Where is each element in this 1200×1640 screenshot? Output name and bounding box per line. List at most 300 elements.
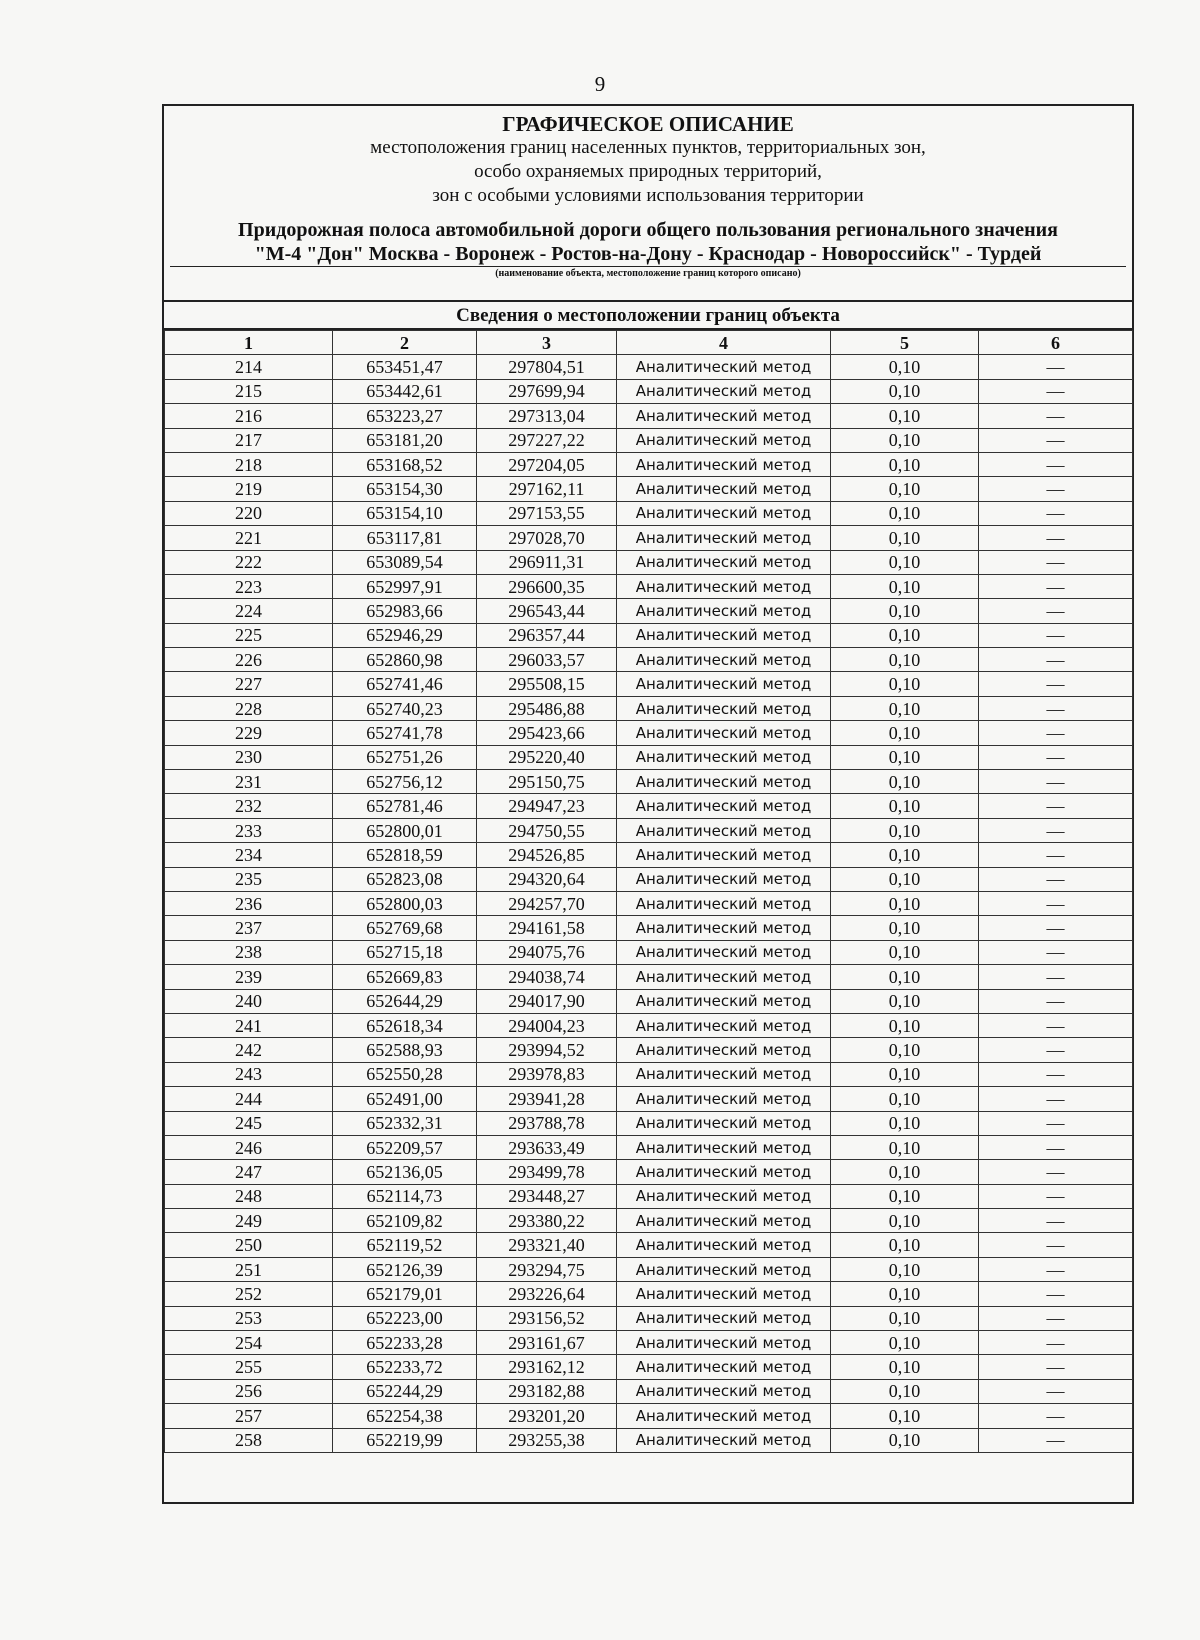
method-cell: Аналитический метод bbox=[617, 1233, 831, 1257]
y-coordinate-cell: 293788,78 bbox=[477, 1111, 617, 1135]
point-number-cell: 243 bbox=[165, 1062, 333, 1086]
x-coordinate-cell: 653451,47 bbox=[333, 355, 477, 379]
column-header-6: 6 bbox=[979, 331, 1133, 355]
table-row bbox=[165, 1135, 1133, 1159]
accuracy-cell: 0,10 bbox=[831, 428, 979, 452]
table-row bbox=[165, 672, 1133, 696]
y-coordinate-cell: 293978,83 bbox=[477, 1062, 617, 1086]
method-cell: Аналитический метод bbox=[617, 623, 831, 647]
x-coordinate-cell: 652209,57 bbox=[333, 1135, 477, 1159]
accuracy-cell: 0,10 bbox=[831, 477, 979, 501]
description-cell: — bbox=[979, 989, 1133, 1013]
table-row bbox=[165, 818, 1133, 842]
table-row bbox=[165, 940, 1133, 964]
point-number-cell: 255 bbox=[165, 1355, 333, 1379]
table-row bbox=[165, 404, 1133, 428]
method-cell: Аналитический метод bbox=[617, 989, 831, 1013]
y-coordinate-cell: 294004,23 bbox=[477, 1013, 617, 1037]
point-number-cell: 248 bbox=[165, 1184, 333, 1208]
accuracy-cell: 0,10 bbox=[831, 1111, 979, 1135]
table-row bbox=[165, 989, 1133, 1013]
method-cell: Аналитический метод bbox=[617, 648, 831, 672]
method-cell: Аналитический метод bbox=[617, 550, 831, 574]
method-cell: Аналитический метод bbox=[617, 404, 831, 428]
description-cell: — bbox=[979, 1160, 1133, 1184]
description-cell: — bbox=[979, 599, 1133, 623]
y-coordinate-cell: 295486,88 bbox=[477, 696, 617, 720]
accuracy-cell: 0,10 bbox=[831, 843, 979, 867]
y-coordinate-cell: 293448,27 bbox=[477, 1184, 617, 1208]
column-header-5: 5 bbox=[831, 331, 979, 355]
table-row bbox=[165, 1160, 1133, 1184]
method-cell: Аналитический метод bbox=[617, 843, 831, 867]
y-coordinate-cell: 294320,64 bbox=[477, 867, 617, 891]
accuracy-cell: 0,10 bbox=[831, 1404, 979, 1428]
table-row bbox=[165, 648, 1133, 672]
document-title: ГРАФИЧЕСКОЕ ОПИСАНИЕ bbox=[502, 112, 794, 136]
table-header-row bbox=[165, 331, 1133, 355]
point-number-cell: 220 bbox=[165, 501, 333, 525]
x-coordinate-cell: 652223,00 bbox=[333, 1306, 477, 1330]
description-cell: — bbox=[979, 696, 1133, 720]
description-cell: — bbox=[979, 501, 1133, 525]
accuracy-cell: 0,10 bbox=[831, 1233, 979, 1257]
point-number-cell: 246 bbox=[165, 1135, 333, 1159]
x-coordinate-cell: 653442,61 bbox=[333, 379, 477, 403]
accuracy-cell: 0,10 bbox=[831, 672, 979, 696]
description-cell: — bbox=[979, 1209, 1133, 1233]
accuracy-cell: 0,10 bbox=[831, 818, 979, 842]
x-coordinate-cell: 652751,26 bbox=[333, 745, 477, 769]
table-row bbox=[165, 721, 1133, 745]
x-coordinate-cell: 652244,29 bbox=[333, 1379, 477, 1403]
x-coordinate-cell: 652491,00 bbox=[333, 1087, 477, 1111]
y-coordinate-cell: 295150,75 bbox=[477, 770, 617, 794]
column-header-2: 2 bbox=[333, 331, 477, 355]
document-frame bbox=[162, 104, 1134, 1504]
y-coordinate-cell: 296543,44 bbox=[477, 599, 617, 623]
method-cell: Аналитический метод bbox=[617, 1038, 831, 1062]
method-cell: Аналитический метод bbox=[617, 1331, 831, 1355]
table-row bbox=[165, 1087, 1133, 1111]
x-coordinate-cell: 652588,93 bbox=[333, 1038, 477, 1062]
x-coordinate-cell: 652983,66 bbox=[333, 599, 477, 623]
description-cell: — bbox=[979, 867, 1133, 891]
method-cell: Аналитический метод bbox=[617, 940, 831, 964]
point-number-cell: 235 bbox=[165, 867, 333, 891]
point-number-cell: 222 bbox=[165, 550, 333, 574]
method-cell: Аналитический метод bbox=[617, 965, 831, 989]
description-cell: — bbox=[979, 379, 1133, 403]
table-row bbox=[165, 1379, 1133, 1403]
accuracy-cell: 0,10 bbox=[831, 1428, 979, 1452]
y-coordinate-cell: 294038,74 bbox=[477, 965, 617, 989]
description-cell: — bbox=[979, 770, 1133, 794]
table-row bbox=[165, 1428, 1133, 1452]
x-coordinate-cell: 652254,38 bbox=[333, 1404, 477, 1428]
method-cell: Аналитический метод bbox=[617, 1160, 831, 1184]
method-cell: Аналитический метод bbox=[617, 770, 831, 794]
description-cell: — bbox=[979, 648, 1133, 672]
method-cell: Аналитический метод bbox=[617, 1087, 831, 1111]
y-coordinate-cell: 297804,51 bbox=[477, 355, 617, 379]
accuracy-cell: 0,10 bbox=[831, 1184, 979, 1208]
method-cell: Аналитический метод bbox=[617, 1379, 831, 1403]
document-header bbox=[164, 106, 1132, 302]
y-coordinate-cell: 297227,22 bbox=[477, 428, 617, 452]
x-coordinate-cell: 653181,20 bbox=[333, 428, 477, 452]
x-coordinate-cell: 652756,12 bbox=[333, 770, 477, 794]
y-coordinate-cell: 294017,90 bbox=[477, 989, 617, 1013]
x-coordinate-cell: 652860,98 bbox=[333, 648, 477, 672]
y-coordinate-cell: 293201,20 bbox=[477, 1404, 617, 1428]
description-cell: — bbox=[979, 1111, 1133, 1135]
description-cell: — bbox=[979, 1135, 1133, 1159]
x-coordinate-cell: 652119,52 bbox=[333, 1233, 477, 1257]
point-number-cell: 221 bbox=[165, 526, 333, 550]
y-coordinate-cell: 293321,40 bbox=[477, 1233, 617, 1257]
x-coordinate-cell: 652997,91 bbox=[333, 574, 477, 598]
method-cell: Аналитический метод bbox=[617, 428, 831, 452]
table-row bbox=[165, 501, 1133, 525]
x-coordinate-cell: 652618,34 bbox=[333, 1013, 477, 1037]
method-cell: Аналитический метод bbox=[617, 1282, 831, 1306]
description-cell: — bbox=[979, 1282, 1133, 1306]
method-cell: Аналитический метод bbox=[617, 1184, 831, 1208]
table-row bbox=[165, 843, 1133, 867]
table-row bbox=[165, 452, 1133, 476]
accuracy-cell: 0,10 bbox=[831, 501, 979, 525]
y-coordinate-cell: 297162,11 bbox=[477, 477, 617, 501]
description-cell: — bbox=[979, 843, 1133, 867]
y-coordinate-cell: 293994,52 bbox=[477, 1038, 617, 1062]
table-row bbox=[165, 916, 1133, 940]
accuracy-cell: 0,10 bbox=[831, 1306, 979, 1330]
accuracy-cell: 0,10 bbox=[831, 1209, 979, 1233]
x-coordinate-cell: 652550,28 bbox=[333, 1062, 477, 1086]
description-cell: — bbox=[979, 721, 1133, 745]
x-coordinate-cell: 652800,01 bbox=[333, 818, 477, 842]
method-cell: Аналитический метод bbox=[617, 355, 831, 379]
accuracy-cell: 0,10 bbox=[831, 867, 979, 891]
method-cell: Аналитический метод bbox=[617, 1355, 831, 1379]
x-coordinate-cell: 652741,78 bbox=[333, 721, 477, 745]
accuracy-cell: 0,10 bbox=[831, 1013, 979, 1037]
point-number-cell: 223 bbox=[165, 574, 333, 598]
method-cell: Аналитический метод bbox=[617, 1428, 831, 1452]
description-cell: — bbox=[979, 526, 1133, 550]
method-cell: Аналитический метод bbox=[617, 477, 831, 501]
object-name-line-1: Придорожная полоса автомобильной дороги общего пользования регионального значения bbox=[238, 219, 1058, 241]
point-number-cell: 254 bbox=[165, 1331, 333, 1355]
method-cell: Аналитический метод bbox=[617, 867, 831, 891]
description-line-2: особо охраняемых природных территорий, bbox=[474, 161, 822, 182]
y-coordinate-cell: 293294,75 bbox=[477, 1257, 617, 1281]
table-row bbox=[165, 1306, 1133, 1330]
point-number-cell: 218 bbox=[165, 452, 333, 476]
table-row bbox=[165, 891, 1133, 915]
point-number-cell: 247 bbox=[165, 1160, 333, 1184]
method-cell: Аналитический метод bbox=[617, 1135, 831, 1159]
x-coordinate-cell: 652823,08 bbox=[333, 867, 477, 891]
y-coordinate-cell: 293380,22 bbox=[477, 1209, 617, 1233]
table-row bbox=[165, 794, 1133, 818]
table-row bbox=[165, 379, 1133, 403]
accuracy-cell: 0,10 bbox=[831, 1355, 979, 1379]
method-cell: Аналитический метод bbox=[617, 794, 831, 818]
table-row bbox=[165, 965, 1133, 989]
point-number-cell: 242 bbox=[165, 1038, 333, 1062]
point-number-cell: 229 bbox=[165, 721, 333, 745]
accuracy-cell: 0,10 bbox=[831, 770, 979, 794]
table-row bbox=[165, 1404, 1133, 1428]
x-coordinate-cell: 652233,28 bbox=[333, 1331, 477, 1355]
y-coordinate-cell: 293499,78 bbox=[477, 1160, 617, 1184]
description-cell: — bbox=[979, 916, 1133, 940]
method-cell: Аналитический метод bbox=[617, 379, 831, 403]
description-line-3: зон с особыми условиями использования территории bbox=[432, 185, 864, 206]
y-coordinate-cell: 297153,55 bbox=[477, 501, 617, 525]
y-coordinate-cell: 295220,40 bbox=[477, 745, 617, 769]
point-number-cell: 239 bbox=[165, 965, 333, 989]
method-cell: Аналитический метод bbox=[617, 1209, 831, 1233]
accuracy-cell: 0,10 bbox=[831, 1062, 979, 1086]
table-row bbox=[165, 696, 1133, 720]
description-cell: — bbox=[979, 1062, 1133, 1086]
description-cell: — bbox=[979, 355, 1133, 379]
point-number-cell: 233 bbox=[165, 818, 333, 842]
accuracy-cell: 0,10 bbox=[831, 452, 979, 476]
y-coordinate-cell: 294075,76 bbox=[477, 940, 617, 964]
y-coordinate-cell: 293633,49 bbox=[477, 1135, 617, 1159]
table-row bbox=[165, 770, 1133, 794]
x-coordinate-cell: 652715,18 bbox=[333, 940, 477, 964]
point-number-cell: 219 bbox=[165, 477, 333, 501]
method-cell: Аналитический метод bbox=[617, 818, 831, 842]
method-cell: Аналитический метод bbox=[617, 452, 831, 476]
table-row bbox=[165, 526, 1133, 550]
point-number-cell: 257 bbox=[165, 1404, 333, 1428]
table-row bbox=[165, 1184, 1133, 1208]
accuracy-cell: 0,10 bbox=[831, 355, 979, 379]
x-coordinate-cell: 652332,31 bbox=[333, 1111, 477, 1135]
y-coordinate-cell: 296033,57 bbox=[477, 648, 617, 672]
accuracy-cell: 0,10 bbox=[831, 404, 979, 428]
table-row bbox=[165, 1355, 1133, 1379]
table-row bbox=[165, 1038, 1133, 1062]
description-cell: — bbox=[979, 818, 1133, 842]
description-cell: — bbox=[979, 794, 1133, 818]
y-coordinate-cell: 294526,85 bbox=[477, 843, 617, 867]
description-cell: — bbox=[979, 550, 1133, 574]
method-cell: Аналитический метод bbox=[617, 672, 831, 696]
column-header-4: 4 bbox=[617, 331, 831, 355]
x-coordinate-cell: 652818,59 bbox=[333, 843, 477, 867]
y-coordinate-cell: 293255,38 bbox=[477, 1428, 617, 1452]
accuracy-cell: 0,10 bbox=[831, 648, 979, 672]
table-row bbox=[165, 574, 1133, 598]
page-number: 9 bbox=[594, 72, 606, 96]
description-cell: — bbox=[979, 1331, 1133, 1355]
method-cell: Аналитический метод bbox=[617, 1111, 831, 1135]
table-row bbox=[165, 1062, 1133, 1086]
method-cell: Аналитический метод bbox=[617, 1062, 831, 1086]
point-number-cell: 217 bbox=[165, 428, 333, 452]
x-coordinate-cell: 652741,46 bbox=[333, 672, 477, 696]
description-cell: — bbox=[979, 404, 1133, 428]
accuracy-cell: 0,10 bbox=[831, 1160, 979, 1184]
method-cell: Аналитический метод bbox=[617, 696, 831, 720]
accuracy-cell: 0,10 bbox=[831, 1038, 979, 1062]
method-cell: Аналитический метод bbox=[617, 1257, 831, 1281]
table-row bbox=[165, 599, 1133, 623]
point-number-cell: 245 bbox=[165, 1111, 333, 1135]
object-name-line-2: "М-4 "Дон" Москва - Воронеж - Ростов-на-Дону - Краснодар - Новороссийск" - Турдей bbox=[170, 242, 1126, 267]
accuracy-cell: 0,10 bbox=[831, 696, 979, 720]
y-coordinate-cell: 297204,05 bbox=[477, 452, 617, 476]
x-coordinate-cell: 653117,81 bbox=[333, 526, 477, 550]
point-number-cell: 215 bbox=[165, 379, 333, 403]
x-coordinate-cell: 652946,29 bbox=[333, 623, 477, 647]
method-cell: Аналитический метод bbox=[617, 1013, 831, 1037]
x-coordinate-cell: 652669,83 bbox=[333, 965, 477, 989]
description-cell: — bbox=[979, 1355, 1133, 1379]
column-header-3: 3 bbox=[477, 331, 617, 355]
description-cell: — bbox=[979, 1428, 1133, 1452]
method-cell: Аналитический метод bbox=[617, 1404, 831, 1428]
description-cell: — bbox=[979, 623, 1133, 647]
accuracy-cell: 0,10 bbox=[831, 1379, 979, 1403]
x-coordinate-cell: 652109,82 bbox=[333, 1209, 477, 1233]
description-cell: — bbox=[979, 477, 1133, 501]
y-coordinate-cell: 297313,04 bbox=[477, 404, 617, 428]
column-header-1: 1 bbox=[165, 331, 333, 355]
y-coordinate-cell: 293182,88 bbox=[477, 1379, 617, 1403]
method-cell: Аналитический метод bbox=[617, 574, 831, 598]
point-number-cell: 253 bbox=[165, 1306, 333, 1330]
x-coordinate-cell: 653089,54 bbox=[333, 550, 477, 574]
accuracy-cell: 0,10 bbox=[831, 1135, 979, 1159]
table-row bbox=[165, 355, 1133, 379]
table-row bbox=[165, 745, 1133, 769]
accuracy-cell: 0,10 bbox=[831, 550, 979, 574]
description-cell: — bbox=[979, 1087, 1133, 1111]
point-number-cell: 256 bbox=[165, 1379, 333, 1403]
x-coordinate-cell: 653168,52 bbox=[333, 452, 477, 476]
description-cell: — bbox=[979, 1379, 1133, 1403]
method-cell: Аналитический метод bbox=[617, 526, 831, 550]
accuracy-cell: 0,10 bbox=[831, 916, 979, 940]
section-title: Сведения о местоположении границ объекта bbox=[164, 302, 1132, 330]
table-row bbox=[165, 1331, 1133, 1355]
table-body bbox=[165, 355, 1133, 1453]
object-caption: (наименование объекта, местоположение границ которого описано) bbox=[495, 268, 801, 279]
point-number-cell: 232 bbox=[165, 794, 333, 818]
x-coordinate-cell: 653223,27 bbox=[333, 404, 477, 428]
accuracy-cell: 0,10 bbox=[831, 1331, 979, 1355]
point-number-cell: 234 bbox=[165, 843, 333, 867]
point-number-cell: 241 bbox=[165, 1013, 333, 1037]
y-coordinate-cell: 296911,31 bbox=[477, 550, 617, 574]
x-coordinate-cell: 653154,30 bbox=[333, 477, 477, 501]
point-number-cell: 258 bbox=[165, 1428, 333, 1452]
table-row bbox=[165, 477, 1133, 501]
y-coordinate-cell: 293162,12 bbox=[477, 1355, 617, 1379]
x-coordinate-cell: 652769,68 bbox=[333, 916, 477, 940]
table-row bbox=[165, 1282, 1133, 1306]
x-coordinate-cell: 652800,03 bbox=[333, 891, 477, 915]
y-coordinate-cell: 294257,70 bbox=[477, 891, 617, 915]
x-coordinate-cell: 652781,46 bbox=[333, 794, 477, 818]
table-row bbox=[165, 550, 1133, 574]
point-number-cell: 238 bbox=[165, 940, 333, 964]
x-coordinate-cell: 652219,99 bbox=[333, 1428, 477, 1452]
description-cell: — bbox=[979, 1233, 1133, 1257]
accuracy-cell: 0,10 bbox=[831, 794, 979, 818]
table-row bbox=[165, 1209, 1133, 1233]
accuracy-cell: 0,10 bbox=[831, 623, 979, 647]
description-cell: — bbox=[979, 672, 1133, 696]
accuracy-cell: 0,10 bbox=[831, 721, 979, 745]
point-number-cell: 216 bbox=[165, 404, 333, 428]
method-cell: Аналитический метод bbox=[617, 916, 831, 940]
point-number-cell: 227 bbox=[165, 672, 333, 696]
accuracy-cell: 0,10 bbox=[831, 965, 979, 989]
method-cell: Аналитический метод bbox=[617, 501, 831, 525]
x-coordinate-cell: 652233,72 bbox=[333, 1355, 477, 1379]
description-cell: — bbox=[979, 452, 1133, 476]
description-cell: — bbox=[979, 1184, 1133, 1208]
point-number-cell: 230 bbox=[165, 745, 333, 769]
description-cell: — bbox=[979, 1038, 1133, 1062]
point-number-cell: 250 bbox=[165, 1233, 333, 1257]
method-cell: Аналитический метод bbox=[617, 599, 831, 623]
x-coordinate-cell: 653154,10 bbox=[333, 501, 477, 525]
x-coordinate-cell: 652126,39 bbox=[333, 1257, 477, 1281]
method-cell: Аналитический метод bbox=[617, 745, 831, 769]
accuracy-cell: 0,10 bbox=[831, 1087, 979, 1111]
point-number-cell: 251 bbox=[165, 1257, 333, 1281]
accuracy-cell: 0,10 bbox=[831, 574, 979, 598]
point-number-cell: 225 bbox=[165, 623, 333, 647]
y-coordinate-cell: 297699,94 bbox=[477, 379, 617, 403]
table-row bbox=[165, 867, 1133, 891]
accuracy-cell: 0,10 bbox=[831, 1282, 979, 1306]
y-coordinate-cell: 294161,58 bbox=[477, 916, 617, 940]
description-cell: — bbox=[979, 1404, 1133, 1428]
y-coordinate-cell: 296600,35 bbox=[477, 574, 617, 598]
y-coordinate-cell: 293941,28 bbox=[477, 1087, 617, 1111]
description-cell: — bbox=[979, 1306, 1133, 1330]
method-cell: Аналитический метод bbox=[617, 891, 831, 915]
y-coordinate-cell: 297028,70 bbox=[477, 526, 617, 550]
table-row bbox=[165, 428, 1133, 452]
y-coordinate-cell: 293156,52 bbox=[477, 1306, 617, 1330]
table-row bbox=[165, 1233, 1133, 1257]
y-coordinate-cell: 293161,67 bbox=[477, 1331, 617, 1355]
accuracy-cell: 0,10 bbox=[831, 940, 979, 964]
point-number-cell: 240 bbox=[165, 989, 333, 1013]
description-cell: — bbox=[979, 965, 1133, 989]
point-number-cell: 252 bbox=[165, 1282, 333, 1306]
accuracy-cell: 0,10 bbox=[831, 745, 979, 769]
accuracy-cell: 0,10 bbox=[831, 599, 979, 623]
description-cell: — bbox=[979, 940, 1133, 964]
accuracy-cell: 0,10 bbox=[831, 989, 979, 1013]
y-coordinate-cell: 296357,44 bbox=[477, 623, 617, 647]
description-cell: — bbox=[979, 1257, 1133, 1281]
accuracy-cell: 0,10 bbox=[831, 1257, 979, 1281]
